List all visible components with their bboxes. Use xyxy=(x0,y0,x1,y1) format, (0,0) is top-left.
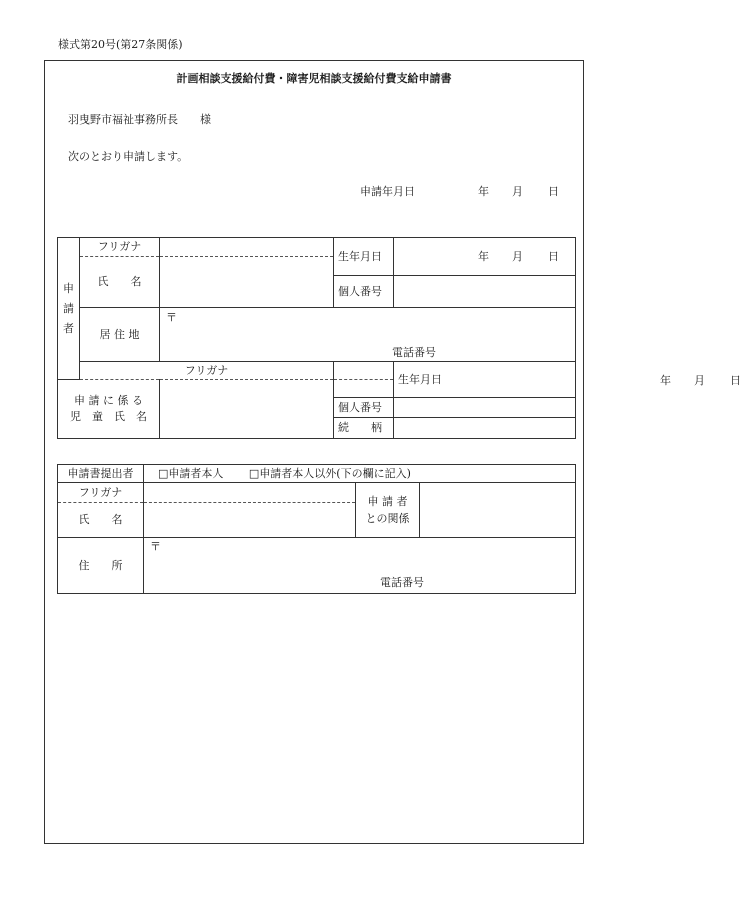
child-personal-no-input[interactable] xyxy=(394,398,576,418)
submitter-postal-mark: 〒 xyxy=(150,540,161,553)
applicant-birth-label: 生年月日 xyxy=(334,238,394,276)
submitter-phone-label: 電話番号 xyxy=(380,576,424,589)
submitter-address-input[interactable] xyxy=(144,538,576,594)
child-name-input[interactable] xyxy=(160,380,334,439)
application-date[interactable] xyxy=(360,183,560,197)
birth-month-unit: 月 xyxy=(512,250,523,263)
submitter-relation-label: 申 請 者 との関係 xyxy=(356,483,420,538)
applicant-furigana-label: フリガナ xyxy=(80,238,160,257)
submitter-address-label: 住 所 xyxy=(58,538,144,594)
checkbox-icon xyxy=(158,467,168,480)
submitter-option-other[interactable]: □ 申請者本人以外(下の欄に記入) xyxy=(249,467,411,480)
intro-text: 次のとおり申請します。 xyxy=(68,150,189,163)
birth-day-unit: 日 xyxy=(548,250,559,263)
birth-year-unit: 年 xyxy=(478,250,489,263)
submitter-relation-input[interactable] xyxy=(420,483,576,538)
application-date-label: 申請年月日 xyxy=(360,185,415,198)
child-furigana-input[interactable] xyxy=(334,362,394,380)
submitter-furigana-input[interactable] xyxy=(144,483,356,503)
form-number: 様式第20号(第27条関係) xyxy=(58,38,183,51)
applicant-name-input[interactable] xyxy=(160,257,334,308)
submitter-table xyxy=(57,464,576,594)
child-name-label: 申 請 に 係 る 児 童 氏 名 xyxy=(58,380,160,439)
applicant-birth-input[interactable] xyxy=(394,238,576,276)
submitter-furigana-label: フリガナ xyxy=(58,483,144,503)
date-day-unit: 日 xyxy=(548,185,559,198)
applicant-section-label: 申 請 者 xyxy=(58,238,80,380)
child-birth-year-unit: 年 xyxy=(660,374,671,387)
applicant-personal-no-label: 個人番号 xyxy=(334,276,394,308)
applicant-personal-no-input[interactable] xyxy=(394,276,576,308)
submitter-name-label: 氏 名 xyxy=(58,503,144,538)
child-relation-input[interactable] xyxy=(394,418,576,439)
child-personal-no-label: 個人番号 xyxy=(334,398,394,418)
applicant-address-input[interactable] xyxy=(160,308,576,362)
date-month-unit: 月 xyxy=(512,185,523,198)
submitter-options xyxy=(144,465,576,483)
addressee: 羽曳野市福祉事務所長 様 xyxy=(68,113,211,126)
submitter-option-self[interactable]: □ 申請者本人 xyxy=(158,467,223,480)
date-year-unit: 年 xyxy=(478,185,489,198)
child-furigana-label: フリガナ xyxy=(80,362,334,380)
form-title: 計画相談支援給付費・障害児相談支援給付費支給申請書 xyxy=(176,72,452,85)
child-relation-label: 続 柄 xyxy=(334,418,394,439)
applicant-table xyxy=(57,237,741,439)
child-birth-label: 生年月日 xyxy=(394,362,576,398)
applicant-address-label: 居 住 地 xyxy=(80,308,160,362)
applicant-name-label: 氏 名 xyxy=(80,257,160,308)
submitter-name-input[interactable] xyxy=(144,503,356,538)
applicant-phone-label: 電話番号 xyxy=(392,346,436,359)
applicant-furigana-input[interactable] xyxy=(160,238,334,257)
applicant-postal-mark: 〒 xyxy=(166,311,177,324)
checkbox-icon xyxy=(249,467,259,480)
submitter-label: 申請書提出者 xyxy=(58,465,144,483)
child-birth-day-unit: 日 xyxy=(730,374,741,387)
form-frame xyxy=(44,60,584,844)
child-birth-month-unit: 月 xyxy=(694,374,705,387)
